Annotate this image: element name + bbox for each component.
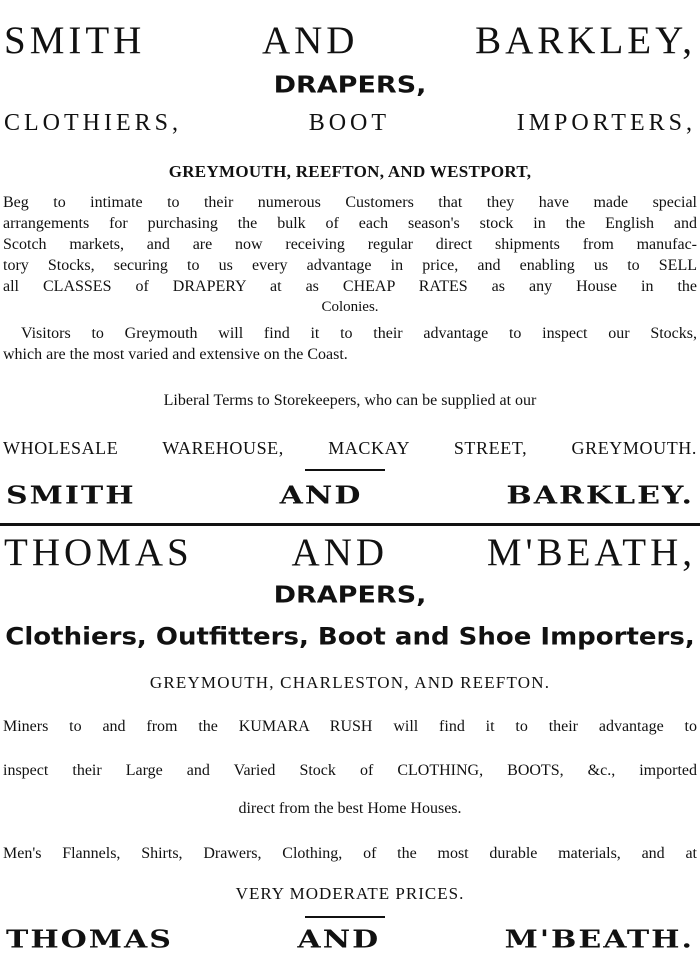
ad1-firm-name bbox=[0, 18, 700, 63]
ad2-firm-word-2: AND bbox=[291, 531, 389, 574]
ad1-firm-word-3: BARKLEY, bbox=[475, 19, 696, 62]
ad2-body-line-3: direct from the best Home Houses. bbox=[238, 800, 462, 817]
ad2-firm-word-1: THOMAS bbox=[4, 531, 193, 574]
ad1-firm-word-1: SMITH bbox=[4, 19, 146, 62]
ad1-drapers-heading: DRAPERS, bbox=[273, 72, 427, 99]
ad2-body-line-4: Men's Flannels, Shirts, Drawers, Clothing, of the most durable materials, and at bbox=[3, 845, 697, 862]
ad2-short-rule bbox=[305, 916, 385, 918]
ad2-prices: VERY MODERATE PRICES. bbox=[235, 884, 465, 903]
ad1-towns: GREYMOUTH, REEFTON, AND WESTPORT, bbox=[168, 162, 532, 181]
ad1-signature-word-2: AND bbox=[279, 481, 363, 510]
ad1-short-rule bbox=[305, 469, 385, 471]
ad1-para1-line-1: Beg to intimate to their numerous Customers that they have made special bbox=[3, 194, 697, 211]
ad1-para1-line-4: tory Stocks, securing to us every advantage in price, and enabling us to SELL bbox=[3, 257, 697, 274]
ad1-trade-line bbox=[0, 110, 700, 137]
ad2-signature-word-1: THOMAS bbox=[6, 925, 173, 954]
ad-divider-rule bbox=[0, 523, 700, 526]
ad1-signature-word-1: SMITH bbox=[6, 481, 136, 510]
ad2-signature-word-3: M'BEATH. bbox=[504, 925, 694, 954]
ad1-signature bbox=[0, 481, 700, 510]
ad1-trade-word-2: BOOT bbox=[308, 110, 391, 136]
ad1-terms: Liberal Terms to Storekeepers, who can be supplied at our bbox=[163, 392, 537, 409]
ad2-firm-name bbox=[0, 530, 700, 575]
ad2-body-line-1: Miners to and from the KUMARA RUSH will find it to their advantage to bbox=[3, 718, 697, 735]
ad1-para1-line-3: Scotch markets, and are now receiving regular direct shipments from manufac- bbox=[3, 236, 697, 253]
ad1-para2-line-1: Visitors to Greymouth will find it to their advantage to inspect our Stocks, bbox=[21, 325, 697, 342]
ad1-warehouse: WHOLESALE WAREHOUSE, MACKAY STREET, GREYMOUTH. bbox=[3, 438, 697, 458]
ad1-para1-line-5: all CLASSES of DRAPERY at as CHEAP RATES as any House in the bbox=[3, 278, 697, 295]
ad2-firm-word-3: M'BEATH, bbox=[486, 531, 696, 574]
ad1-trade-word-1: CLOTHIERS, bbox=[4, 110, 182, 136]
ad1-firm-word-2: AND bbox=[261, 19, 359, 62]
ad1-trade-word-3: IMPORTERS, bbox=[516, 110, 696, 136]
ad2-trade-line: Clothiers, Outfitters, Boot and Shoe Importers, bbox=[5, 623, 695, 651]
ad1-para2-last-line: which are the most varied and extensive on the Coast. bbox=[3, 346, 348, 363]
ad2-body-line-2: inspect their Large and Varied Stock of CLOTHING, BOOTS, &c., imported bbox=[3, 762, 697, 779]
ad1-signature-word-3: BARKLEY. bbox=[506, 481, 694, 510]
ad1-para1-last-line: Colonies. bbox=[321, 299, 379, 315]
ad2-towns: GREYMOUTH, CHARLESTON, AND REEFTON. bbox=[149, 673, 551, 692]
ad1-para1-line-2: arrangements for purchasing the bulk of each season's stock in the English and bbox=[3, 215, 697, 232]
ad2-signature bbox=[0, 925, 700, 954]
ad2-drapers-heading: DRAPERS, bbox=[273, 582, 427, 609]
ad2-signature-word-2: AND bbox=[297, 925, 381, 954]
